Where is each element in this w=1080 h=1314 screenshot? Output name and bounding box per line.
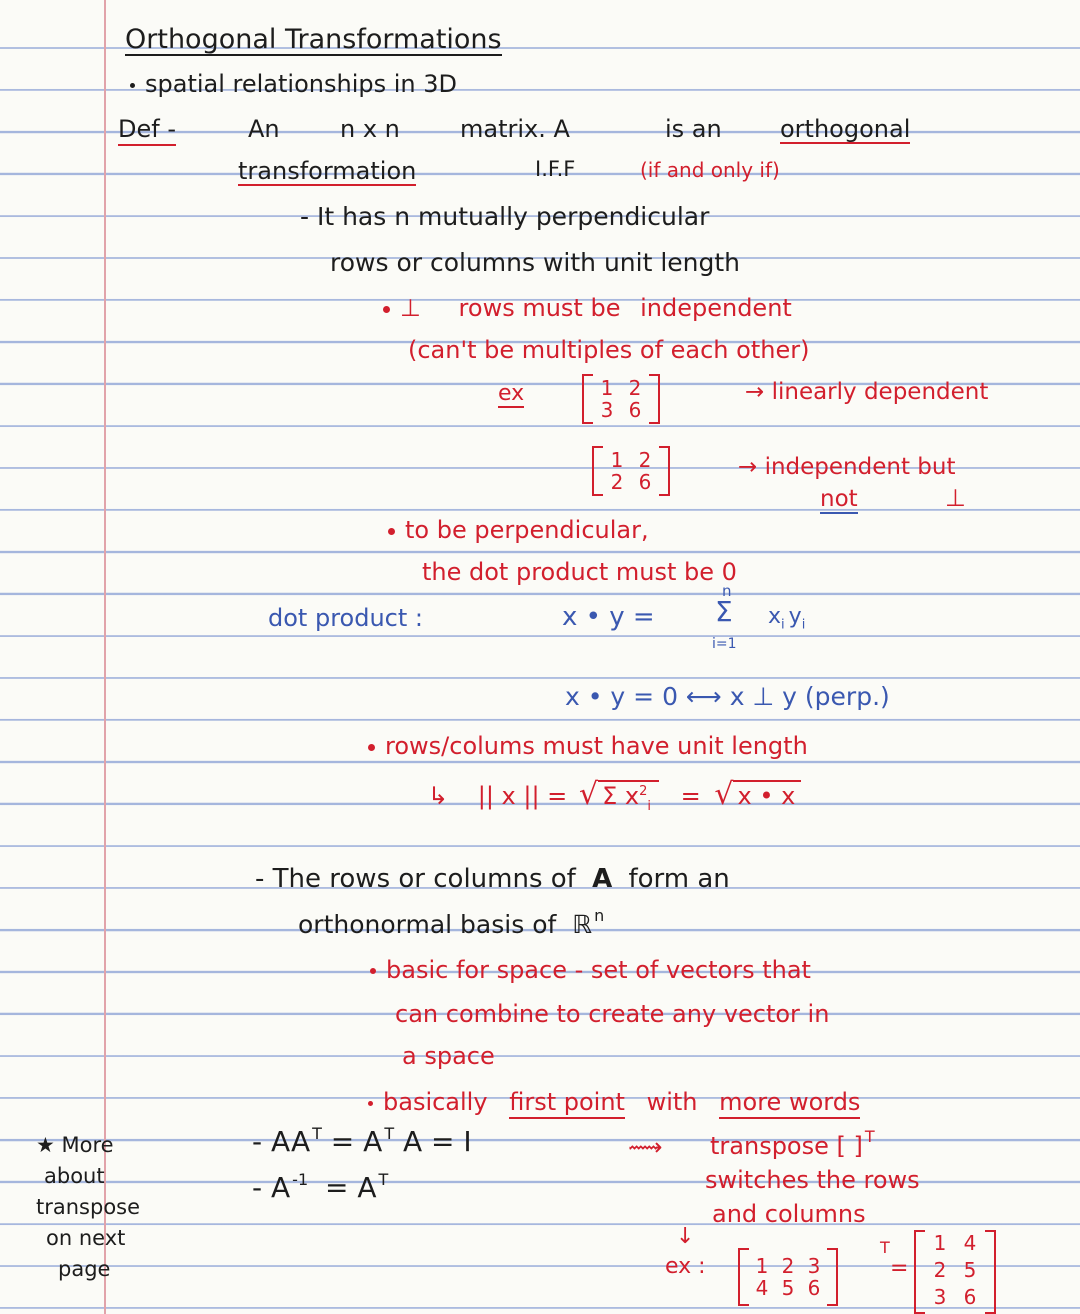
matrix-cell: 2: [781, 1254, 795, 1278]
sum-term: [768, 606, 805, 631]
side-note: [36, 1130, 186, 1285]
matrix-cells: [593, 377, 649, 421]
first-point: first point: [509, 1088, 625, 1119]
side-note-line: about: [44, 1164, 105, 1188]
intro-text: spatial relationships in 3D: [145, 70, 457, 98]
transpose-line-1: [710, 1127, 875, 1160]
matrix-cell: 5: [781, 1276, 795, 1300]
matrix-cells: [603, 449, 659, 493]
basically-bullet: [368, 1090, 860, 1114]
matrix-cell: 1: [610, 448, 624, 472]
def-word-an: An: [248, 115, 280, 143]
matrix-cell: 1: [933, 1230, 947, 1255]
more-words: more words: [719, 1088, 860, 1119]
matrix-cell: 3: [600, 398, 614, 422]
basis-text-1: basic for space - set of vectors that: [386, 956, 811, 984]
condition-2-text: The rows or columns of: [272, 864, 576, 894]
def-orthogonal: orthogonal: [780, 115, 911, 143]
bullet-dot: [388, 528, 395, 535]
perp-independent: independent: [640, 294, 792, 322]
matrix-cell: 2: [610, 470, 624, 494]
linearly-dependent-note: → linearly dependent: [745, 379, 989, 405]
eq-inv-rest: = A: [325, 1171, 377, 1204]
dash: -: [300, 202, 317, 231]
equation-inverse: [252, 1170, 389, 1204]
condition-2-line-1: [255, 866, 730, 892]
matrix-cell: 4: [963, 1230, 977, 1255]
sum-term-x-sub: i: [781, 617, 785, 633]
def-label: [118, 117, 176, 141]
example-2-eq: =: [890, 1256, 909, 1281]
bracket-left: [738, 1248, 749, 1306]
sum-lower-limit: i=1: [712, 636, 737, 652]
bullet-dot: [130, 83, 135, 88]
perp-rows-text: rows must be: [458, 294, 621, 322]
matrix-a: A: [592, 864, 613, 894]
wave-arrow: ⟿: [628, 1133, 663, 1161]
transpose-line-3: and columns: [712, 1200, 866, 1228]
eq-aa-rest: = A: [330, 1125, 383, 1158]
margin-line: [104, 0, 106, 1314]
side-note-line: ★ More: [36, 1133, 114, 1157]
transpose-sup: T: [864, 1127, 875, 1146]
matrix-cell: 4: [755, 1276, 769, 1300]
side-note-line: page: [58, 1257, 111, 1281]
matrix-cells: [749, 1255, 827, 1299]
norm-arrow: ↳: [428, 782, 449, 810]
norm-radicand: [598, 780, 659, 814]
norm-eq: =: [680, 782, 701, 810]
dot-product-zero: the dot product must be 0: [422, 558, 737, 586]
matrix-cell: 3: [933, 1284, 947, 1309]
matrix-cell: 6: [963, 1284, 977, 1309]
condition-2-line-2: [298, 906, 605, 939]
dash: -: [252, 1171, 272, 1204]
not-word: not: [820, 486, 858, 512]
bracket-right: [649, 374, 660, 424]
norm-sup: 2: [639, 784, 648, 799]
bracket-right: [827, 1248, 838, 1306]
equation-aat: [252, 1124, 472, 1158]
eq-aa-sup-2: T: [384, 1124, 395, 1143]
sum-term-y: y: [788, 604, 802, 629]
bullet-dot: [368, 744, 375, 751]
down-arrow: ↓: [676, 1224, 695, 1249]
def-transformation: transformation: [238, 157, 417, 185]
with-word: with: [646, 1088, 698, 1116]
dot-product-label: dot product :: [268, 604, 423, 632]
bracket-left: [914, 1230, 925, 1314]
norm-lhs: || x || =: [477, 782, 568, 810]
def-iff: I.F.F: [535, 157, 576, 181]
sum-sigma: Σ: [715, 595, 733, 628]
sqrt-symbol: √: [578, 777, 599, 812]
eq-aa-sup: T: [312, 1124, 322, 1143]
matrix-cells: [925, 1232, 985, 1313]
condition-1-line-1: [300, 204, 709, 229]
dash: -: [252, 1125, 272, 1158]
sum-term-y-sub: i: [801, 617, 806, 633]
bracket-right: [659, 446, 670, 496]
example-2-result: [914, 1230, 996, 1314]
bracket-right: [985, 1230, 996, 1314]
def-word-is-an: is an: [665, 115, 722, 143]
condition-1-line-2: rows or columns with unit length: [330, 248, 741, 277]
page-title: Orthogonal Transformations: [125, 24, 502, 55]
example-matrix-dependent: [582, 374, 660, 424]
perpendicular-bullet: [388, 518, 649, 542]
dot-product-formula: x • y =: [562, 602, 655, 632]
eq-inv-sup-2: T: [378, 1170, 389, 1189]
example-matrix-independent: [592, 446, 670, 496]
def-word-nxn: n x n: [340, 115, 400, 143]
bullet-dot: [383, 306, 390, 313]
eq-aa-end: A = I: [403, 1125, 472, 1158]
unit-length-bullet: [368, 734, 808, 758]
unit-length-text: rows/colums must have unit length: [385, 732, 808, 760]
bracket-left: [592, 446, 603, 496]
def-word-matrix: matrix. A: [460, 115, 570, 143]
condition-1-text: It has n mutually perpendicular: [316, 202, 710, 231]
transpose-line-2: switches the rows: [705, 1166, 920, 1194]
def-label-text: Def -: [118, 115, 176, 146]
matrix-cell: 2: [638, 448, 652, 472]
matrix-cell: 3: [807, 1254, 821, 1278]
perp-symbol-2: ⊥: [945, 484, 966, 512]
example-2-sup: T: [880, 1238, 890, 1257]
bracket-left: [582, 374, 593, 424]
sqrt-symbol-2: √: [714, 777, 734, 812]
example-label: ex: [498, 381, 525, 406]
basis-bullet: [370, 958, 811, 982]
basically-word: basically: [383, 1088, 488, 1116]
matrix-cell: 5: [963, 1257, 977, 1282]
norm-formula: [428, 777, 801, 814]
norm-rhs: x • x: [733, 780, 801, 810]
bullet-dot: [368, 1101, 373, 1106]
orthonormal-basis: orthonormal basis of: [298, 910, 557, 939]
independent-note: → independent but: [738, 454, 956, 480]
perp-rows-bullet: [383, 296, 792, 320]
basis-text-3: a space: [402, 1042, 495, 1070]
def-iff-meaning: (if and only if): [640, 158, 780, 182]
matrix-cell: 6: [807, 1276, 821, 1300]
matrix-cell: 2: [628, 376, 642, 400]
sum-term-x: x: [768, 604, 782, 629]
cant-multiples-note: (can't be multiples of each other): [408, 336, 810, 364]
norm-sum: Σ x: [602, 782, 640, 810]
side-note-line: transpose: [36, 1195, 141, 1219]
perpendicular-text: to be perpendicular,: [405, 516, 649, 544]
matrix-cell: 2: [933, 1257, 947, 1282]
example-2-label: ex :: [665, 1254, 706, 1279]
matrix-cell: 1: [600, 376, 614, 400]
basis-text-2: can combine to create any vector in: [395, 1000, 830, 1028]
dash: -: [255, 864, 273, 894]
perp-symbol: ⊥: [400, 294, 421, 322]
matrix-cell: 6: [638, 470, 652, 494]
bullet-dot: [370, 968, 376, 974]
real-space-sup: n: [594, 906, 605, 925]
perp-equivalence: x • y = 0 ⟷ x ⊥ y (perp.): [565, 682, 890, 711]
real-space: ℝ: [572, 910, 593, 939]
eq-aa: AA: [271, 1125, 311, 1158]
eq-inv-sup: -1: [292, 1170, 309, 1189]
matrix-cell: 6: [628, 398, 642, 422]
matrix-cell: 1: [755, 1254, 769, 1278]
norm-sub: i: [647, 798, 651, 814]
form-an: form an: [628, 864, 730, 894]
eq-inv-a: A: [271, 1171, 291, 1204]
example-2-matrix: [738, 1248, 838, 1306]
transpose-text: transpose [ ]: [710, 1132, 863, 1160]
intro-bullet: [130, 72, 457, 96]
sum-upper-limit: n: [722, 582, 732, 600]
side-note-line: on next: [46, 1226, 126, 1250]
